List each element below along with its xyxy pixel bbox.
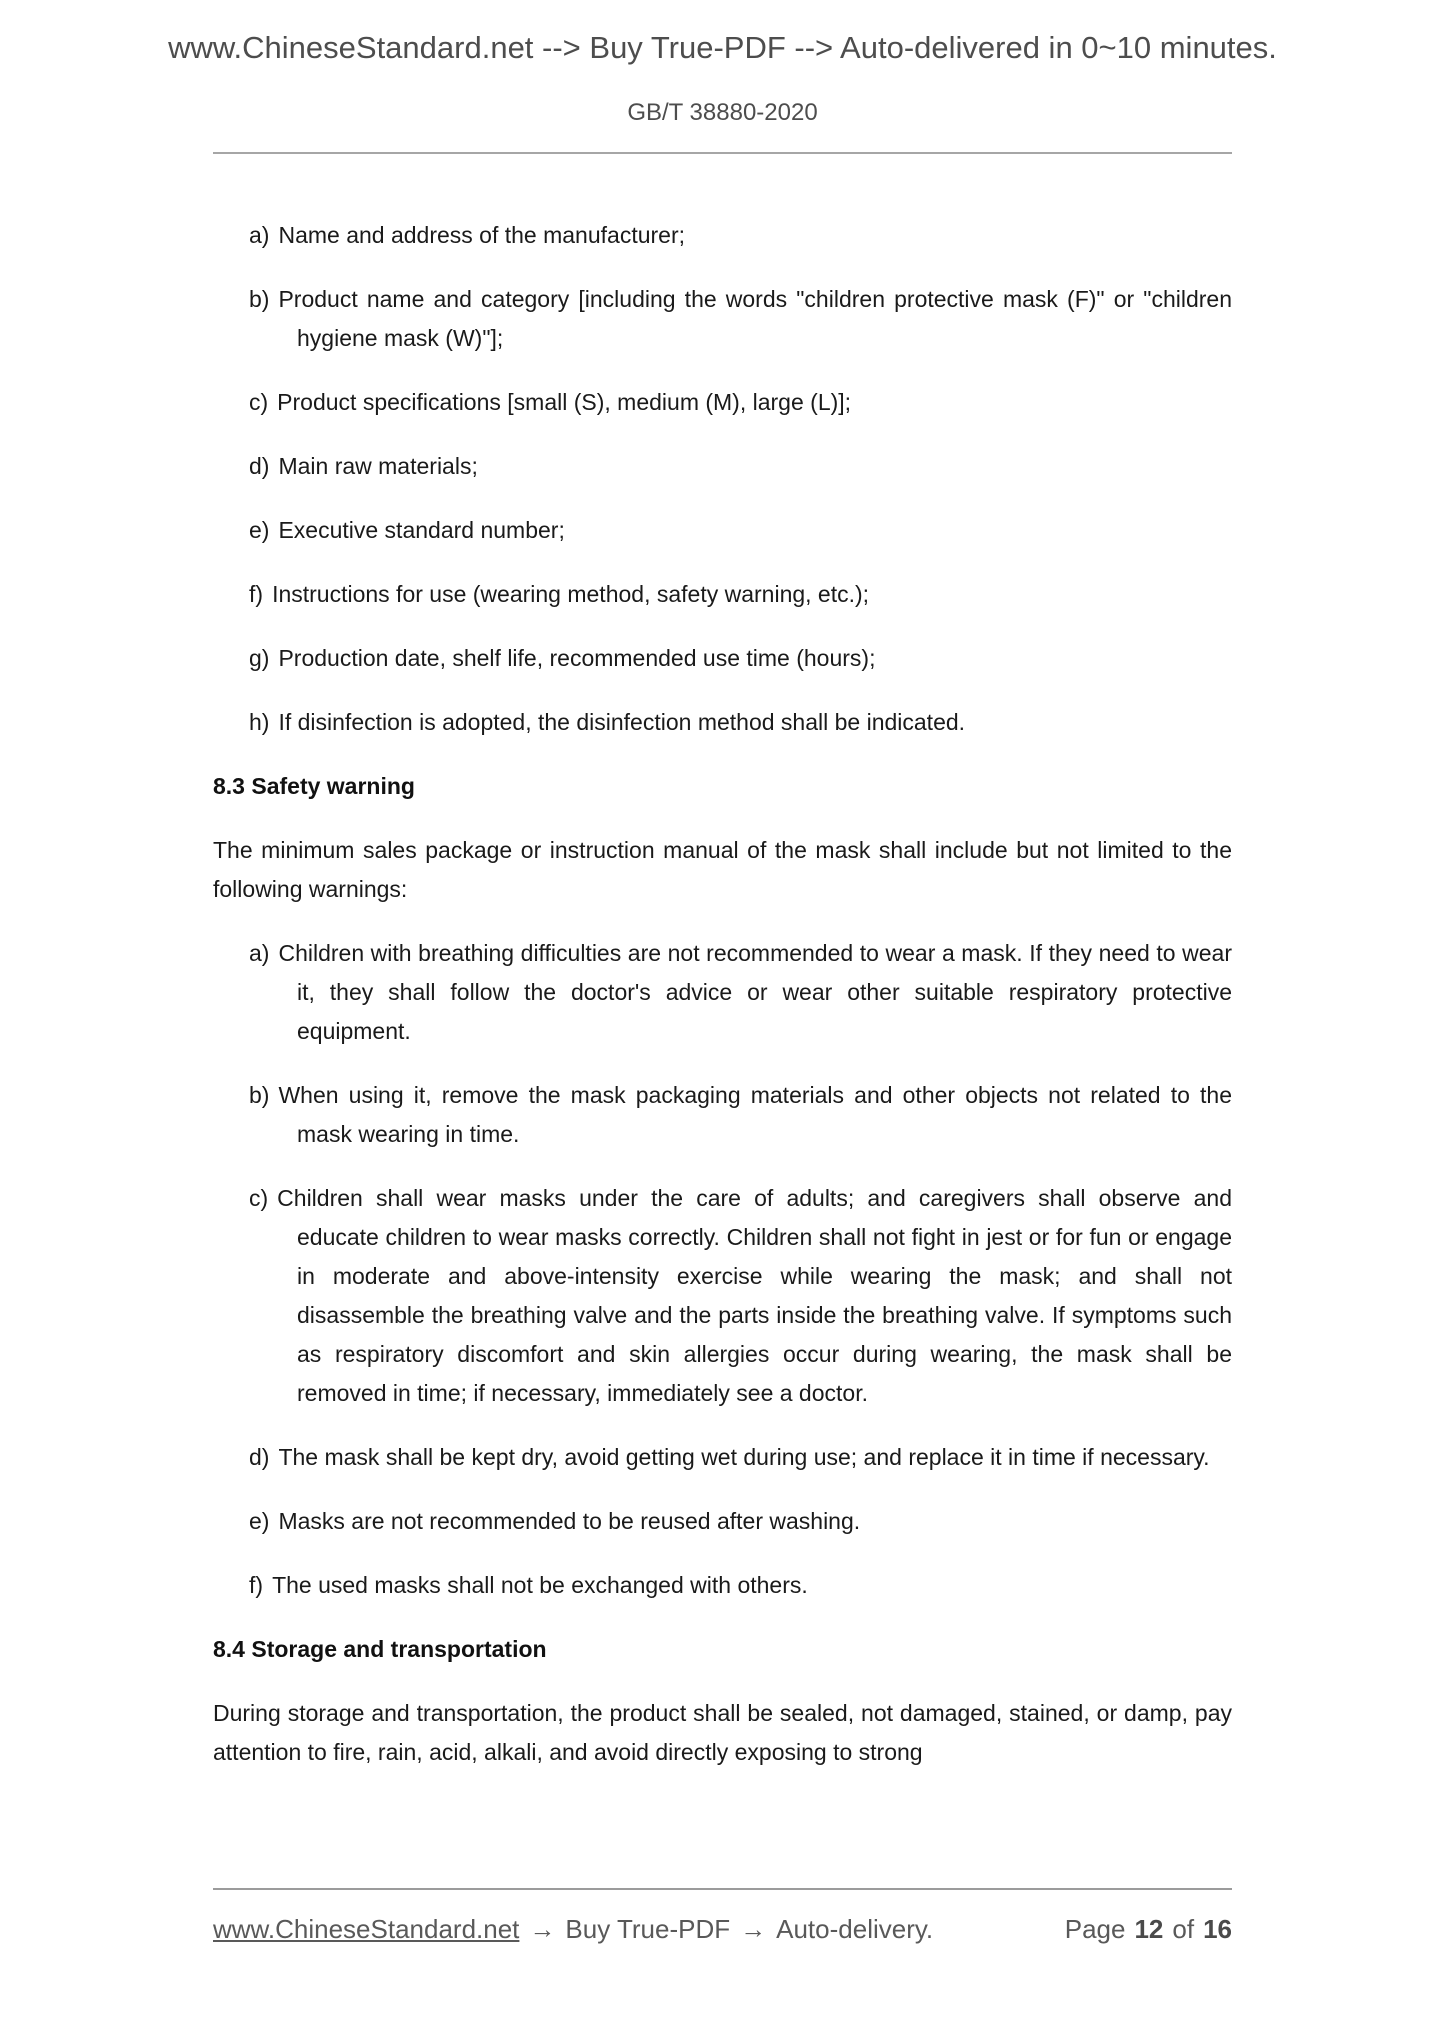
section-8-3-intro: The minimum sales package or instruction manual of the mask shall include but not limited to the following warnings: [213,837,1232,902]
footer-delivery-text: Auto-delivery. [776,1914,934,1944]
footer-left [213,1914,933,1945]
section-heading-8-4: 8.4 Storage and transportation [213,1636,547,1662]
list-item [213,1502,1232,1541]
list-item [213,280,1232,358]
list-item-text: Production date, shelf life, recommended use time (hours); [278,645,876,671]
list-item-text: Name and address of the manufacturer; [278,222,686,248]
list-item-text: Product name and category [including the words "children protective mask (F)" or "children hygiene mask (W)"]; [278,286,1232,351]
list-item-text: Product specifications [small (S), medium (M), large (L)]; [277,389,852,415]
list-item [213,934,1232,1051]
arrow-right-icon: → [529,1914,556,1944]
list-item-text: Executive standard number; [278,517,565,543]
footer-buy-text: Buy True-PDF [565,1914,731,1944]
section-8-4-body: During storage and transportation, the product shall be sealed, not damaged, stained, or damp, pay attention to fire, rain, acid, alkali, and avoid directly exposing to strong [213,1700,1232,1765]
list-item [213,383,1232,422]
standard-number: GB/T 38880-2020 [627,99,818,126]
list-item [213,1438,1232,1477]
list-item-text: Children shall wear masks under the care of adults; and caregivers shall observe and educate children to wear masks correctly. Children shall not fight in jest or for fun or engage in moderate and above-intensity exercise while wearing the mask; and shall not disassemble the breathing valve and the parts inside the breathing valve. If symptoms such as respiratory discomfort and skin allergies occur during wearing, the mask shall be removed in time; if necessary, immediately see a doctor. [277,1185,1232,1406]
list-item-marker: a) [249,222,270,248]
list-item-text: When using it, remove the mask packaging materials and other objects not related to the mask wearing in time. [278,1082,1232,1147]
list-item [213,1076,1232,1154]
list-item-text: The mask shall be kept dry, avoid getting wet during use; and replace it in time if necessary. [278,1444,1210,1470]
list-item-text: Children with breathing difficulties are not recommended to wear a mask. If they need to wear it, they shall follow the doctor's advice or wear other suitable respiratory protective equipment. [278,940,1232,1044]
document-body [213,216,1232,1772]
list-item [213,216,1232,255]
site-link[interactable]: www.ChineseStandard.net [213,1914,520,1944]
list-item-text: The used masks shall not be exchanged with others. [272,1572,808,1598]
list-item-marker: d) [249,1444,270,1470]
list-item [213,575,1232,614]
arrow-right-icon: → [740,1914,767,1944]
list-item [213,703,1232,742]
list-item-marker: b) [249,286,270,312]
list-item-marker: d) [249,453,270,479]
list-item-marker: e) [249,517,270,543]
of-label: of [1172,1914,1195,1944]
list-item-marker: g) [249,645,270,671]
page-current: 12 [1134,1914,1164,1944]
list-item-marker: c) [249,1185,269,1211]
list-item [213,1179,1232,1413]
page-indicator [1065,1914,1232,1945]
list-item-text: Main raw materials; [278,453,478,479]
list-item [213,511,1232,550]
header-divider [213,152,1232,154]
list-item-marker: f) [249,581,264,607]
list-item-marker: f) [249,1572,264,1598]
list-item [213,639,1232,678]
list-item-text: Masks are not recommended to be reused after washing. [278,1508,861,1534]
list-item-marker: c) [249,389,269,415]
list-item-text: If disinfection is adopted, the disinfection method shall be indicated. [278,709,966,735]
list-item-marker: a) [249,940,270,966]
list-item-marker: e) [249,1508,270,1534]
page-total: 16 [1203,1914,1232,1944]
page-label: Page [1064,1914,1126,1944]
list-item-marker: b) [249,1082,270,1108]
section-heading-8-3: 8.3 Safety warning [213,773,415,799]
list-item [213,447,1232,486]
list-item-marker: h) [249,709,270,735]
page-footer [213,1888,1232,1945]
site-banner: www.ChineseStandard.net --> Buy True-PDF --> Auto-delivered in 0~10 minutes. [168,30,1277,65]
list-item-text: Instructions for use (wearing method, safety warning, etc.); [272,581,870,607]
list-item [213,1566,1232,1605]
